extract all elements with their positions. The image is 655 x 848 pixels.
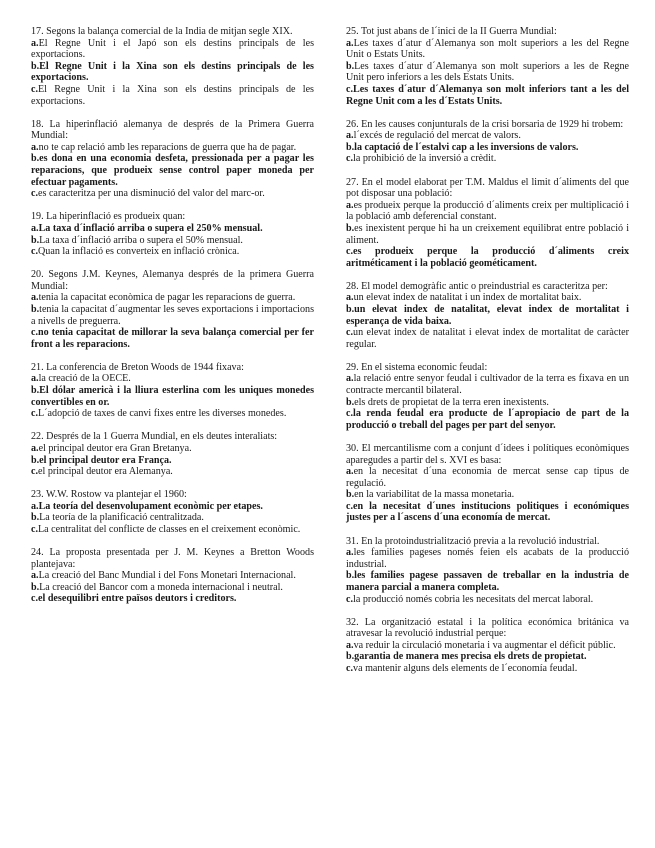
answer-option xyxy=(31,373,314,385)
question-stem xyxy=(31,547,314,570)
option-text: els drets de propietat de la terra eren inexistents. xyxy=(354,396,549,408)
answer-option xyxy=(31,188,314,200)
option-text: es dona en una economia desfeta, pressionada per a pagar les reparacions, que produeix sense control paper moneda per efectuar pagaments. xyxy=(31,153,314,188)
option-letter: b. xyxy=(346,570,355,582)
option-text: la renda feudal era producte de l´apropiacio de part de la producció o treball del pages per part del senyor. xyxy=(346,408,629,431)
question-item xyxy=(31,269,314,350)
question-stem xyxy=(346,177,629,200)
option-letter: c. xyxy=(346,500,354,512)
answer-option xyxy=(31,570,314,582)
answer-option xyxy=(31,524,314,536)
option-text: el desequilibri entre països deutors i creditors. xyxy=(38,593,237,605)
question-stem xyxy=(31,211,314,223)
option-text: es produeix perque la producció d´aliments creix aritméticament i la població geométicament. xyxy=(346,246,629,269)
question-stem xyxy=(31,26,314,38)
option-letter: c. xyxy=(346,83,354,95)
question-text: La proposta presentada per J. M. Keynes a Bretton Woods plantejava: xyxy=(31,547,314,570)
question-stem xyxy=(346,119,629,131)
question-text: En les causes conjunturals de la crisi borsaria de 1929 hi trobem: xyxy=(361,118,624,130)
option-letter: b. xyxy=(31,234,40,246)
option-text: Les taxes d´atur d´Alemanya son molt superiors a les del Regne Unit o Estats Units. xyxy=(346,37,629,61)
answer-option-correct xyxy=(31,153,314,188)
question-text: Segons la balança comercial de la India de mitjan segle XIX. xyxy=(46,26,293,37)
option-text: La taxa d´inflació arriba o supera el 250% mensual. xyxy=(38,222,263,234)
question-text: W.W. Rostow va plantejar el 1960: xyxy=(45,489,187,501)
option-letter: a. xyxy=(31,292,39,304)
answer-option xyxy=(31,443,314,455)
answer-option xyxy=(346,292,629,304)
answer-option xyxy=(346,327,629,350)
option-text: un elevat index de natalitat i un index de mortalitat baix. xyxy=(353,292,582,304)
question-number: 25. xyxy=(346,26,359,37)
question-item xyxy=(31,431,314,477)
question-stem xyxy=(31,489,314,501)
answer-option xyxy=(31,512,314,524)
answer-option-correct xyxy=(31,593,314,605)
question-item xyxy=(346,281,629,351)
question-stem xyxy=(31,362,314,374)
question-item xyxy=(346,617,629,675)
answer-option xyxy=(346,547,629,570)
option-letter: b. xyxy=(346,303,355,315)
option-text: L´adopció de taxes de canvi fixes entre les diverses monedes. xyxy=(38,408,287,420)
answer-option-correct xyxy=(346,142,629,154)
answer-option xyxy=(31,292,314,304)
question-stem xyxy=(31,431,314,443)
answer-option xyxy=(31,304,314,327)
option-letter: a. xyxy=(31,373,39,385)
option-text: Les taxes d´atur d´Alemanya son molt superiors a les de Regne Unit pero inferiors a les dels Estats Units. xyxy=(346,60,629,84)
question-text: La hiperinflació es produeix quan: xyxy=(46,211,186,223)
option-text: la creació de la OECE. xyxy=(38,373,131,385)
option-text: El dólar americà i la lliura esterlina com les uniques monedes convertibles en or. xyxy=(31,385,314,408)
option-letter: c. xyxy=(31,523,39,535)
option-text: tenia la capacitat econòmica de pagar les reparacions de guerra. xyxy=(38,292,296,304)
answer-option xyxy=(346,200,629,223)
answer-option xyxy=(346,466,629,489)
option-letter: b. xyxy=(31,60,40,72)
question-item xyxy=(31,362,314,420)
answer-option-correct xyxy=(31,327,314,350)
question-number: 24. xyxy=(31,547,44,559)
option-text: la producció només cobria les necesitats del mercat laboral. xyxy=(353,593,594,605)
option-text: La teoría del desenvolupament econòmic per etapes. xyxy=(38,500,263,512)
option-letter: a. xyxy=(346,547,354,559)
option-letter: a. xyxy=(31,141,39,153)
question-text: La conferencia de Breton Woods de 1944 fixava: xyxy=(46,361,244,373)
option-text: va mantenir alguns dels elements de l´economía feudal. xyxy=(353,663,578,674)
question-number: 18. xyxy=(31,118,44,130)
answer-option-correct xyxy=(31,223,314,235)
answer-option xyxy=(346,594,629,606)
question-number: 21. xyxy=(31,361,44,373)
answer-option-correct xyxy=(31,61,314,84)
answer-option xyxy=(346,223,629,246)
question-number: 19. xyxy=(31,211,44,223)
answer-option xyxy=(31,142,314,154)
answer-option xyxy=(346,38,629,61)
option-letter: c. xyxy=(31,83,39,95)
question-text: En el model elaborat per T.M. Maldus el limit d´aliments del que pot disposar una població: xyxy=(346,176,630,200)
question-number: 27. xyxy=(346,176,359,188)
option-text: va reduir la circulació monetaria i va augmentar el déficit públic. xyxy=(353,639,616,651)
answer-option-correct xyxy=(346,570,629,593)
option-text: la captació de l´estalvi cap a les inversions de valors. xyxy=(354,141,579,153)
answer-option-correct xyxy=(31,455,314,467)
option-letter: a. xyxy=(31,37,39,49)
option-text: La centralitat del conflicte de classes en el creixement econòmic. xyxy=(38,523,301,535)
question-item xyxy=(346,443,629,524)
question-item xyxy=(31,489,314,535)
option-text: es inexistent perque hi ha un creixement equilibrat entre població i aliment. xyxy=(346,222,629,246)
option-letter: a. xyxy=(346,130,354,142)
option-letter: c. xyxy=(346,663,354,674)
question-item xyxy=(346,177,629,270)
option-letter: c. xyxy=(31,593,39,605)
option-letter: b. xyxy=(31,385,40,397)
question-stem xyxy=(346,443,629,466)
left-column xyxy=(31,26,314,826)
option-letter: c. xyxy=(31,408,39,420)
option-letter: b. xyxy=(346,60,355,72)
option-text: El Regne Unit i el Japó son els destins principals de les exportacions. xyxy=(31,37,314,61)
option-letter: a. xyxy=(31,500,39,512)
option-text: La creació del Bancor com a moneda internacional i neutral. xyxy=(39,581,283,593)
answer-option xyxy=(346,663,629,675)
answer-option-correct xyxy=(346,651,629,663)
option-text: l´excés de regulació del mercat de valors. xyxy=(353,130,521,142)
option-text: les families pageses només feien els acabats de la producció industrial. xyxy=(346,547,629,570)
option-letter: b. xyxy=(346,651,355,663)
answer-option xyxy=(346,397,629,409)
question-text: En la protoindustrialització previa a la revolució industrial. xyxy=(361,535,600,547)
option-letter: a. xyxy=(346,639,354,651)
answer-option xyxy=(31,38,314,61)
option-text: la prohibició de la inversió a crèdit. xyxy=(353,153,497,165)
answer-option xyxy=(346,640,629,652)
option-letter: b. xyxy=(31,454,40,466)
option-letter: c. xyxy=(346,153,354,165)
option-letter: c. xyxy=(346,593,354,605)
option-letter: b. xyxy=(31,512,40,524)
option-letter: a. xyxy=(31,222,39,234)
option-text: El Regne Unit i la Xina son els destins principals de les exportacions. xyxy=(31,60,314,84)
exam-page xyxy=(31,26,629,826)
answer-option-correct xyxy=(31,501,314,513)
question-stem xyxy=(346,536,629,548)
question-item xyxy=(31,547,314,605)
question-stem xyxy=(346,281,629,293)
answer-option xyxy=(31,408,314,420)
option-text: La taxa d´inflació arriba o supera el 50% mensual. xyxy=(39,234,243,246)
option-text: un elevat index de natalitat, elevat index de mortalitat i esperança de vida baixa. xyxy=(346,303,629,327)
question-number: 29. xyxy=(346,361,359,373)
answer-option xyxy=(31,84,314,107)
answer-option-correct xyxy=(346,246,629,269)
question-number: 26. xyxy=(346,118,359,130)
question-item xyxy=(31,119,314,200)
question-number: 23. xyxy=(31,489,44,501)
option-letter: b. xyxy=(31,581,40,593)
option-text: tenia la capacitat d´augmentar les seves exportacions i importacions a nivells de preguerra. xyxy=(31,303,314,327)
answer-option xyxy=(346,373,629,396)
question-item xyxy=(31,26,314,107)
answer-option-correct xyxy=(31,385,314,408)
question-text: El model demogràfic antic o preindustrial es caracteritza per: xyxy=(361,280,608,292)
question-number: 22. xyxy=(31,431,44,443)
question-number: 17. xyxy=(31,26,44,37)
answer-option xyxy=(31,582,314,594)
answer-option-correct xyxy=(346,501,629,524)
question-number: 30. xyxy=(346,442,359,454)
answer-option xyxy=(346,153,629,165)
answer-option xyxy=(31,246,314,258)
question-text: En el sistema economic feudal: xyxy=(361,361,488,373)
answer-option xyxy=(31,235,314,247)
option-letter: c. xyxy=(31,188,39,200)
answer-option-correct xyxy=(346,304,629,327)
question-item xyxy=(31,211,314,257)
question-text: Després de la 1 Guerra Mundial, en els deutes interaliats: xyxy=(46,431,278,443)
option-letter: a. xyxy=(346,466,354,478)
option-letter: c. xyxy=(346,408,354,420)
option-text: no tenia capacitat de millorar la seva balança comercial per fer front a les reparacions. xyxy=(31,327,314,350)
option-text: un elevat index de natalitat i elevat index de mortalitat de caràcter regular. xyxy=(346,327,629,350)
option-letter: c. xyxy=(346,246,354,258)
question-text: Segons J.M. Keynes, Alemanya després de la primera Guerra Mundial: xyxy=(31,269,314,292)
question-stem xyxy=(346,362,629,374)
answer-option xyxy=(346,489,629,501)
option-letter: a. xyxy=(346,292,354,304)
question-text: El mercantilisme com a conjunt d´idees i polítiques econòmiques aparegudes a partir del s. XVI es basa: xyxy=(346,442,629,466)
option-text: el principal deutor era Gran Bretanya. xyxy=(38,442,192,454)
question-number: 31. xyxy=(346,535,359,547)
option-text: es produeix perque la producció d´aliments creix per multiplicació i la població amb deferencial constant. xyxy=(346,199,629,223)
question-stem xyxy=(31,269,314,292)
question-stem xyxy=(346,617,629,640)
option-letter: a. xyxy=(346,373,354,385)
option-letter: a. xyxy=(31,570,39,582)
option-letter: b. xyxy=(346,396,355,408)
option-text: la relació entre senyor feudal i cultivador de la terra es fixava en un contracte mercantil bilateral. xyxy=(346,373,629,397)
option-text: no te cap relació amb les reparacions de guerra que ha de pagar. xyxy=(38,141,297,153)
option-text: garantia de manera mes precisa els drets de propietat. xyxy=(354,651,587,663)
option-text: La creació del Banc Mundial i del Fons Monetari Internacional. xyxy=(38,570,296,582)
option-text: Les taxes d´atur d´Alemanya son molt inferiors tant a les del Regne Unit com a les d´Estats Units. xyxy=(346,83,629,107)
option-letter: a. xyxy=(31,442,39,454)
option-letter: c. xyxy=(31,327,39,339)
question-item xyxy=(346,362,629,432)
option-letter: c. xyxy=(346,327,354,339)
option-text: en la variabilitat de la massa monetaria. xyxy=(354,489,515,501)
option-text: Quan la inflació es converteix en inflació crònica. xyxy=(38,246,240,258)
answer-option xyxy=(346,130,629,142)
question-text: La organització estatal i la política económica británica va atravesar la revolució industrial perque: xyxy=(346,616,629,640)
option-letter: b. xyxy=(31,153,40,165)
question-number: 20. xyxy=(31,269,44,281)
question-item xyxy=(346,26,629,107)
answer-option xyxy=(31,466,314,478)
question-stem xyxy=(31,119,314,142)
option-letter: c. xyxy=(31,466,39,478)
option-letter: b. xyxy=(346,489,355,501)
option-text: en la necesitat d´una economia de mercat sense cap tipus de regulació. xyxy=(346,466,629,489)
question-stem xyxy=(346,26,629,38)
option-text: El Regne Unit i la Xina son els destins principals de les exportacions. xyxy=(31,83,314,107)
right-column xyxy=(346,26,629,826)
option-text: La teoría de la planificació centralitzada. xyxy=(39,512,204,524)
option-text: el principal deutor era Alemanya. xyxy=(38,466,173,478)
question-number: 28. xyxy=(346,280,359,292)
question-item xyxy=(346,119,629,165)
option-text: en la necesitat d´unes institucions politiques i económiques justes per a l´ascens d´una economía de mercat. xyxy=(346,500,629,524)
option-text: les families pagese passaven de treballar en la industria de manera parcial a manera completa. xyxy=(346,570,629,593)
option-letter: b. xyxy=(346,222,355,234)
option-letter: a. xyxy=(346,199,354,211)
answer-option xyxy=(346,61,629,84)
option-letter: b. xyxy=(346,141,355,153)
answer-option-correct xyxy=(346,84,629,107)
question-number: 32. xyxy=(346,616,359,628)
option-text: el principal deutor era França. xyxy=(39,454,172,466)
option-letter: a. xyxy=(346,37,354,49)
answer-option-correct xyxy=(346,408,629,431)
option-letter: c. xyxy=(31,246,39,258)
question-item xyxy=(346,536,629,606)
question-text: La hiperinflació alemanya de després de la Primera Guerra Mundial: xyxy=(31,118,315,142)
option-letter: b. xyxy=(31,303,40,315)
option-text: es caracteritza per una disminució del valor del marc-or. xyxy=(38,188,265,200)
question-text: Tot just abans de l´inici de la II Guerra Mundial: xyxy=(360,26,557,37)
